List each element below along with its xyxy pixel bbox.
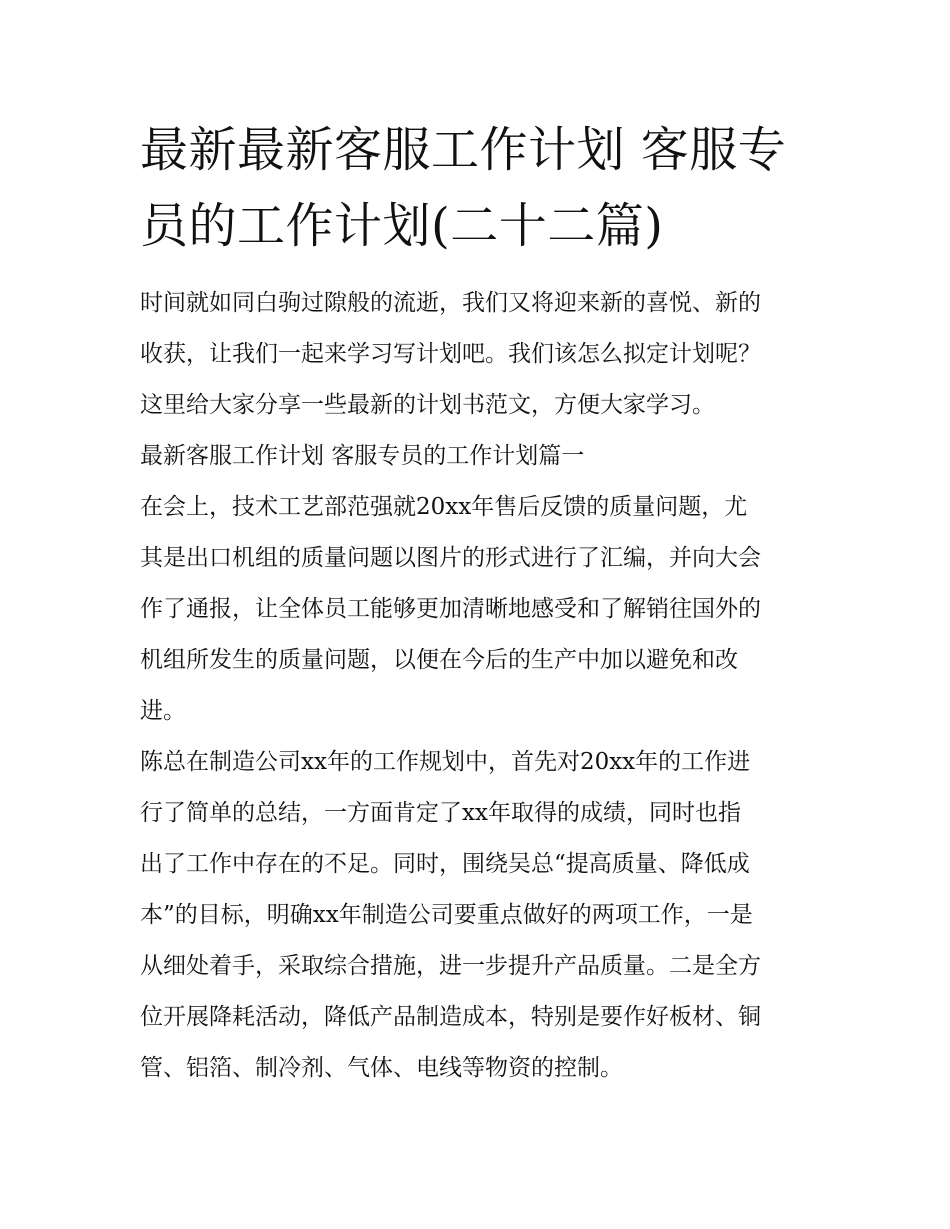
text-line: 收获，让我们一起来学习写计划吧。我们该怎么拟定计划呢？ — [140, 341, 761, 367]
text-line: 出了工作中存在的不足。同时，围绕吴总“提高质量、降低成 — [140, 851, 750, 877]
text-line: 这里给大家分享一些最新的计划书范文，方便大家学习。 — [140, 392, 715, 418]
intro-paragraph — [140, 278, 816, 431]
body-paragraph — [140, 482, 816, 737]
text-line: 行了简单的总结，一方面肯定了xx年取得的成绩，同时也指 — [140, 800, 741, 826]
text-line: 位开展降耗活动，降低产品制造成本，特别是要作好板材、铜 — [140, 1004, 761, 1030]
text-line: 机组所发生的质量问题，以便在今后的生产中加以避免和改 — [140, 647, 738, 673]
text-line: 进。 — [140, 698, 186, 724]
document-title — [140, 112, 816, 264]
body-paragraph — [140, 737, 816, 1094]
text-line: 管、铝箔、制冷剂、气体、电线等物资的控制。 — [140, 1055, 623, 1081]
title-line: 最新最新客服工作计划 客服专 — [140, 122, 787, 178]
title-line: 员的工作计划(二十二篇) — [140, 198, 664, 254]
text-line: 本”的目标，明确xx年制造公司要重点做好的两项工作，一是 — [140, 902, 753, 928]
text-line: 作了通报，让全体员工能够更加清晰地感受和了解销往国外的 — [140, 596, 761, 622]
text-line: 其是出口机组的质量问题以图片的形式进行了汇编，并向大会 — [140, 545, 761, 571]
text-line: 时间就如同白驹过隙般的流逝，我们又将迎来新的喜悦、新的 — [140, 290, 761, 316]
text-line: 从细处着手，采取综合措施，进一步提升产品质量。二是全方 — [140, 953, 761, 979]
section-heading — [140, 431, 816, 482]
text-line: 陈总在制造公司xx年的工作规划中，首先对20xx年的工作进 — [140, 749, 751, 775]
text-line: 在会上，技术工艺部范强就20xx年售后反馈的质量问题，尤 — [140, 494, 748, 520]
section-heading-text: 最新客服工作计划 客服专员的工作计划篇一 — [140, 443, 585, 469]
document-body — [140, 112, 816, 1094]
